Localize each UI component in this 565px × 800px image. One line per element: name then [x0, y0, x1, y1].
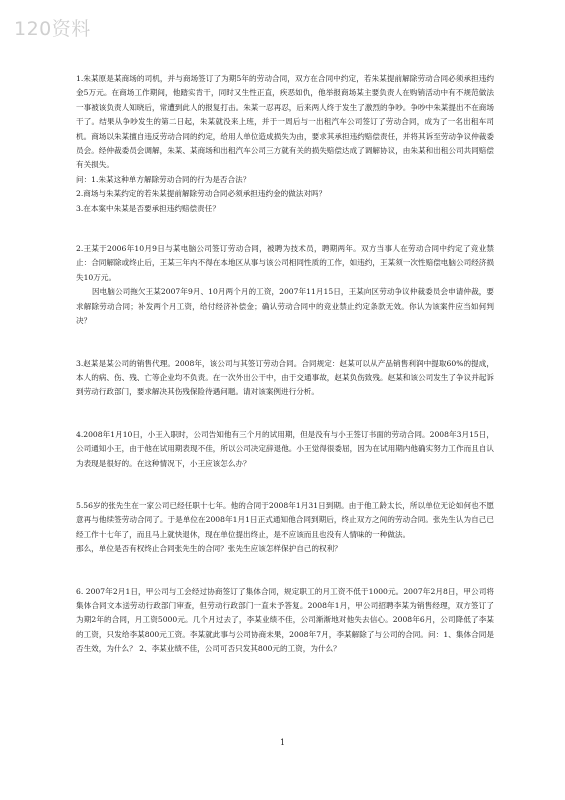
case-4: [76, 428, 494, 471]
case-3: [76, 357, 494, 400]
case-5: [76, 499, 494, 557]
case-paragraph: 4.2008年1月10日，小王入职时，公司告知他有三个月的试用期，但是没有与小王签订书面的劳动合同。2008年3月15日，公司通知小王，由于他在试用期表现不佳，所以公司决定辞退他。小王觉得很委屈，因为在试用期内他确实努力工作而且自认为表现是很好的。在这种情况下，小王应该怎么办？: [76, 429, 494, 468]
case-question: 3.在本案中朱某是否要承担违约赔偿责任？: [76, 203, 220, 213]
case-paragraph: 5.56岁的张先生在一家公司已经任职十七年。他的合同于2008年1月31日到期。由于他工龄太长，所以单位无论如何也不愿意再与他续签劳动合同了。于是单位在2008年1月1日正式通知他合同到期后，终止双方之间的劳动合同。张先生认为自己已经工作十七年了，而且马上就快退休，现在单位提出终止，是不应该而且也没有人情味的一种做法。: [76, 500, 494, 539]
watermark-logo: 120资料: [14, 18, 91, 40]
case-question: 那么，单位是否有权终止合同张先生的合同？张先生应该怎样保护自己的权利？: [76, 544, 342, 554]
case-paragraph: 2.王某于2006年10月9日与某电脑公司签订劳动合同，被聘为技术员，聘期两年。双方当事人在劳动合同中约定了竞业禁止：合同解除或终止后，王某三年内不得在本地区从事与该公司相同性质的工作，如违约，王某须一次性赔偿电脑公司经济损失10万元。: [76, 244, 494, 282]
case-2: [76, 242, 494, 328]
case-question: 2.商场与朱某约定的若朱某提前解除劳动合同必须承担违约金的做法对吗？: [76, 189, 327, 199]
case-6: [76, 585, 494, 657]
page-number: 1: [279, 738, 286, 747]
case-1: [76, 72, 494, 216]
case-paragraph: 6. 2007年2月1日，甲公司与工会经过协商签订了集体合同，规定职工的月工资不低于1000元。2007年2月8日，甲公司将集体合同文本送劳动行政部门审查，但劳动行政部门一直未予答复。2008年1月，甲公司招聘李某为销售经理，双方签订了为期2年的合同，月工资5000元。几个月过去了，李某业绩不佳，公司渐渐地对他失去信心。2008年6月，公司降低了李某的工资，只发给李某800元工资。李某就此事与公司协商未果，2008年7月，李某解除了与公司的合同。问：1、集体合同是否生效，为什么？ 2、李某业绩不佳，公司可否只发其800元的工资，为什么？: [76, 586, 494, 654]
case-paragraph: 因电脑公司拖欠王某2007年9月、10月两个月的工资，2007年11月15日，王某向区劳动争议仲裁委员会申请仲裁，要求解除劳动合同；补发两个月工资，给付经济补偿金；确认劳动合同中的竞业禁止约定条款无效。你认为该案件应当如何判决？: [76, 287, 494, 326]
case-paragraph: 3.赵某是某公司的销售代理。2008年，该公司与其签订劳动合同。合同规定：赵某可以从产品销售利润中提取60%的提成，本人的病、伤、残、亡等企业均不负责。在一次外出公干中，由于交通事故，赵某负伤致残。赵某和该公司发生了争议并起诉到劳动行政部门，要求解决其伤残保险待遇问题。请对该案例进行分析。: [76, 358, 494, 397]
case-question: 问：1.朱某这种单方解除劳动合同的行为是否合法？: [76, 174, 251, 184]
case-paragraph: 1.朱某原是某商场的司机，并与商场签订了为期5年的劳动合同，双方在合同中约定，若朱某提前解除劳动合同必须承担违约金5万元。在商场工作期间，他踏实肯干，同时又生性正直，疾恶如仇，他举报商场某主要负责人在购销活动中有不规范做法一事被该负责人知晓后，常遭到此人的报复打击。朱某一忍再忍，后来两人终于发生了激烈的争吵。争吵中朱某提出不在商场干了。结果从争吵发生的第二日起，朱某就没来上班，并于一周后与一出租汽车公司签订了劳动合同，成为了一名出租车司机。商场以朱某擅自违反劳动合同的约定，给用人单位造成损失为由，要求其承担违约赔偿责任，并将其诉至劳动争议仲裁委员会。经仲裁委员会调解，朱某、某商场和出租汽车公司三方就有关的损失赔偿达成了调解协议，由朱某和出租公司共同赔偿有关损失。: [76, 74, 494, 170]
document-body: [76, 72, 494, 685]
